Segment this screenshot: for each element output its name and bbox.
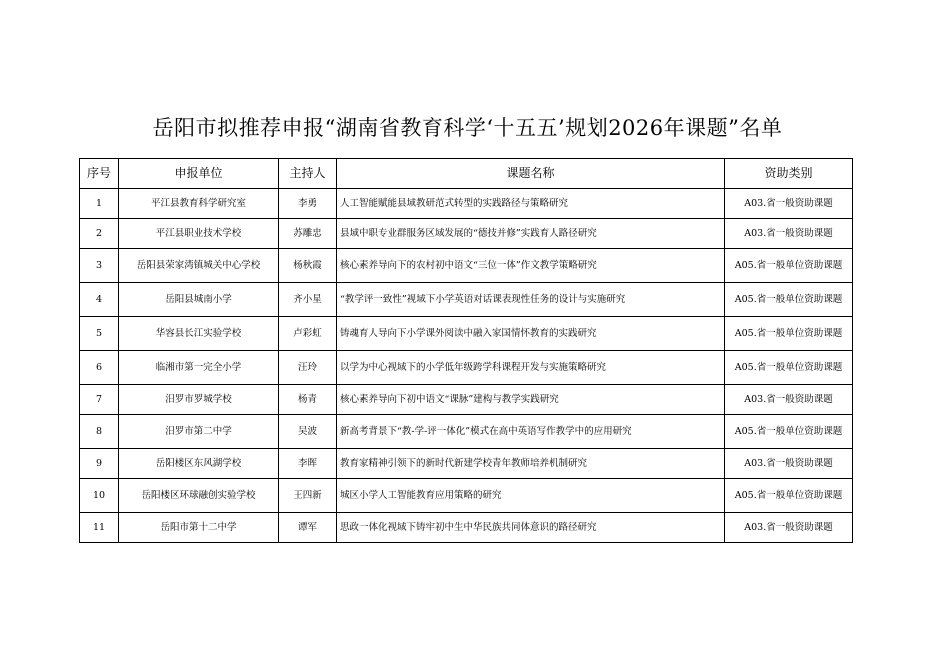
- header-host: 主持人: [279, 159, 337, 189]
- applicant-unit-cell: 汨罗市第二中学: [119, 415, 279, 449]
- topic-name-cell: 人工智能赋能县域教研范式转型的实践路径与策略研究: [337, 189, 725, 219]
- header-funding-category: 资助类别: [725, 159, 853, 189]
- topic-name-cell: 教育家精神引领下的新时代新建学校青年教师培养机制研究: [337, 449, 725, 479]
- funding-category-cell: A05.省一般单位资助课题: [725, 415, 853, 449]
- topic-name-cell: “教学评一致性”视域下小学英语对话课表现性任务的设计与实施研究: [337, 283, 725, 317]
- funding-category-cell: A05.省一般单位资助课题: [725, 479, 853, 513]
- host-cell: 汪玲: [279, 351, 337, 385]
- table-row: [80, 351, 853, 385]
- topic-name-cell: 核心素养导向下初中语文“课脉”建构与教学实践研究: [337, 385, 725, 415]
- host-cell: 李晖: [279, 449, 337, 479]
- host-cell: 李勇: [279, 189, 337, 219]
- topic-name-cell: 新高考背景下“教-学-评一体化”模式在高中英语写作教学中的应用研究: [337, 415, 725, 449]
- funding-category-cell: A05.省一般单位资助课题: [725, 351, 853, 385]
- applicant-unit-cell: 岳阳楼区环球融创实验学校: [119, 479, 279, 513]
- host-cell: 谭军: [279, 513, 337, 543]
- table-row: [80, 283, 853, 317]
- funding-category-cell: A03.省一般资助课题: [725, 449, 853, 479]
- serial-number-cell: 11: [80, 513, 119, 543]
- table-row: [80, 415, 853, 449]
- topic-name-cell: 铸魂育人导向下小学课外阅读中融入家国情怀教育的实践研究: [337, 317, 725, 351]
- host-cell: 杨秋霞: [279, 249, 337, 283]
- host-cell: 齐小星: [279, 283, 337, 317]
- serial-number-cell: 7: [80, 385, 119, 415]
- topic-name-cell: 核心素养导向下的农村初中语文“三位一体”作文教学策略研究: [337, 249, 725, 283]
- applicant-unit-cell: 汨罗市罗城学校: [119, 385, 279, 415]
- serial-number-cell: 8: [80, 415, 119, 449]
- applicant-unit-cell: 临湘市第一完全小学: [119, 351, 279, 385]
- topic-name-cell: 县域中职专业群服务区域发展的“德技并修”实践育人路径研究: [337, 219, 725, 249]
- document-title: 岳阳市拟推荐申报“湖南省教育科学‘十五五’规划2026年课题”名单: [152, 116, 783, 140]
- funding-category-cell: A05.省一般单位资助课题: [725, 283, 853, 317]
- serial-number-cell: 1: [80, 189, 119, 219]
- host-cell: 苏雕忠: [279, 219, 337, 249]
- applicant-unit-cell: 岳阳楼区东风湖学校: [119, 449, 279, 479]
- applicant-unit-cell: 平江县职业技术学校: [119, 219, 279, 249]
- table-row: [80, 249, 853, 283]
- table-header-row: [80, 159, 853, 189]
- funding-category-cell: A03.省一般资助课题: [725, 189, 853, 219]
- funding-category-cell: A03.省一般资助课题: [725, 513, 853, 543]
- table-row: [80, 385, 853, 415]
- table-row: [80, 513, 853, 543]
- serial-number-cell: 5: [80, 317, 119, 351]
- funding-category-cell: A03.省一般资助课题: [725, 219, 853, 249]
- header-topic-name: 课题名称: [337, 159, 725, 189]
- host-cell: 王四新: [279, 479, 337, 513]
- funding-category-cell: A03.省一般资助课题: [725, 385, 853, 415]
- serial-number-cell: 4: [80, 283, 119, 317]
- serial-number-cell: 10: [80, 479, 119, 513]
- topic-name-cell: 思政一体化视域下铸牢初中生中华民族共同体意识的路径研究: [337, 513, 725, 543]
- applicant-unit-cell: 平江县教育科学研究室: [119, 189, 279, 219]
- applicant-unit-cell: 岳阳县荣家湾镇城关中心学校: [119, 249, 279, 283]
- host-cell: 杨青: [279, 385, 337, 415]
- table-row: [80, 189, 853, 219]
- funding-category-cell: A05.省一般单位资助课题: [725, 317, 853, 351]
- table-row: [80, 479, 853, 513]
- table-row: [80, 219, 853, 249]
- applicant-unit-cell: 华容县长江实验学校: [119, 317, 279, 351]
- serial-number-cell: 6: [80, 351, 119, 385]
- host-cell: 吴波: [279, 415, 337, 449]
- serial-number-cell: 2: [80, 219, 119, 249]
- table-row: [80, 449, 853, 479]
- header-applicant-unit: 申报单位: [119, 159, 279, 189]
- topic-name-cell: 城区小学人工智能教育应用策略的研究: [337, 479, 725, 513]
- header-serial-number: 序号: [80, 159, 119, 189]
- host-cell: 卢彩虹: [279, 317, 337, 351]
- serial-number-cell: 9: [80, 449, 119, 479]
- table-row: [80, 317, 853, 351]
- applicant-unit-cell: 岳阳市第十二中学: [119, 513, 279, 543]
- serial-number-cell: 3: [80, 249, 119, 283]
- recommendation-table: [79, 158, 853, 543]
- funding-category-cell: A05.省一般单位资助课题: [725, 249, 853, 283]
- applicant-unit-cell: 岳阳县城南小学: [119, 283, 279, 317]
- topic-name-cell: 以学为中心视域下的小学低年级跨学科课程开发与实施策略研究: [337, 351, 725, 385]
